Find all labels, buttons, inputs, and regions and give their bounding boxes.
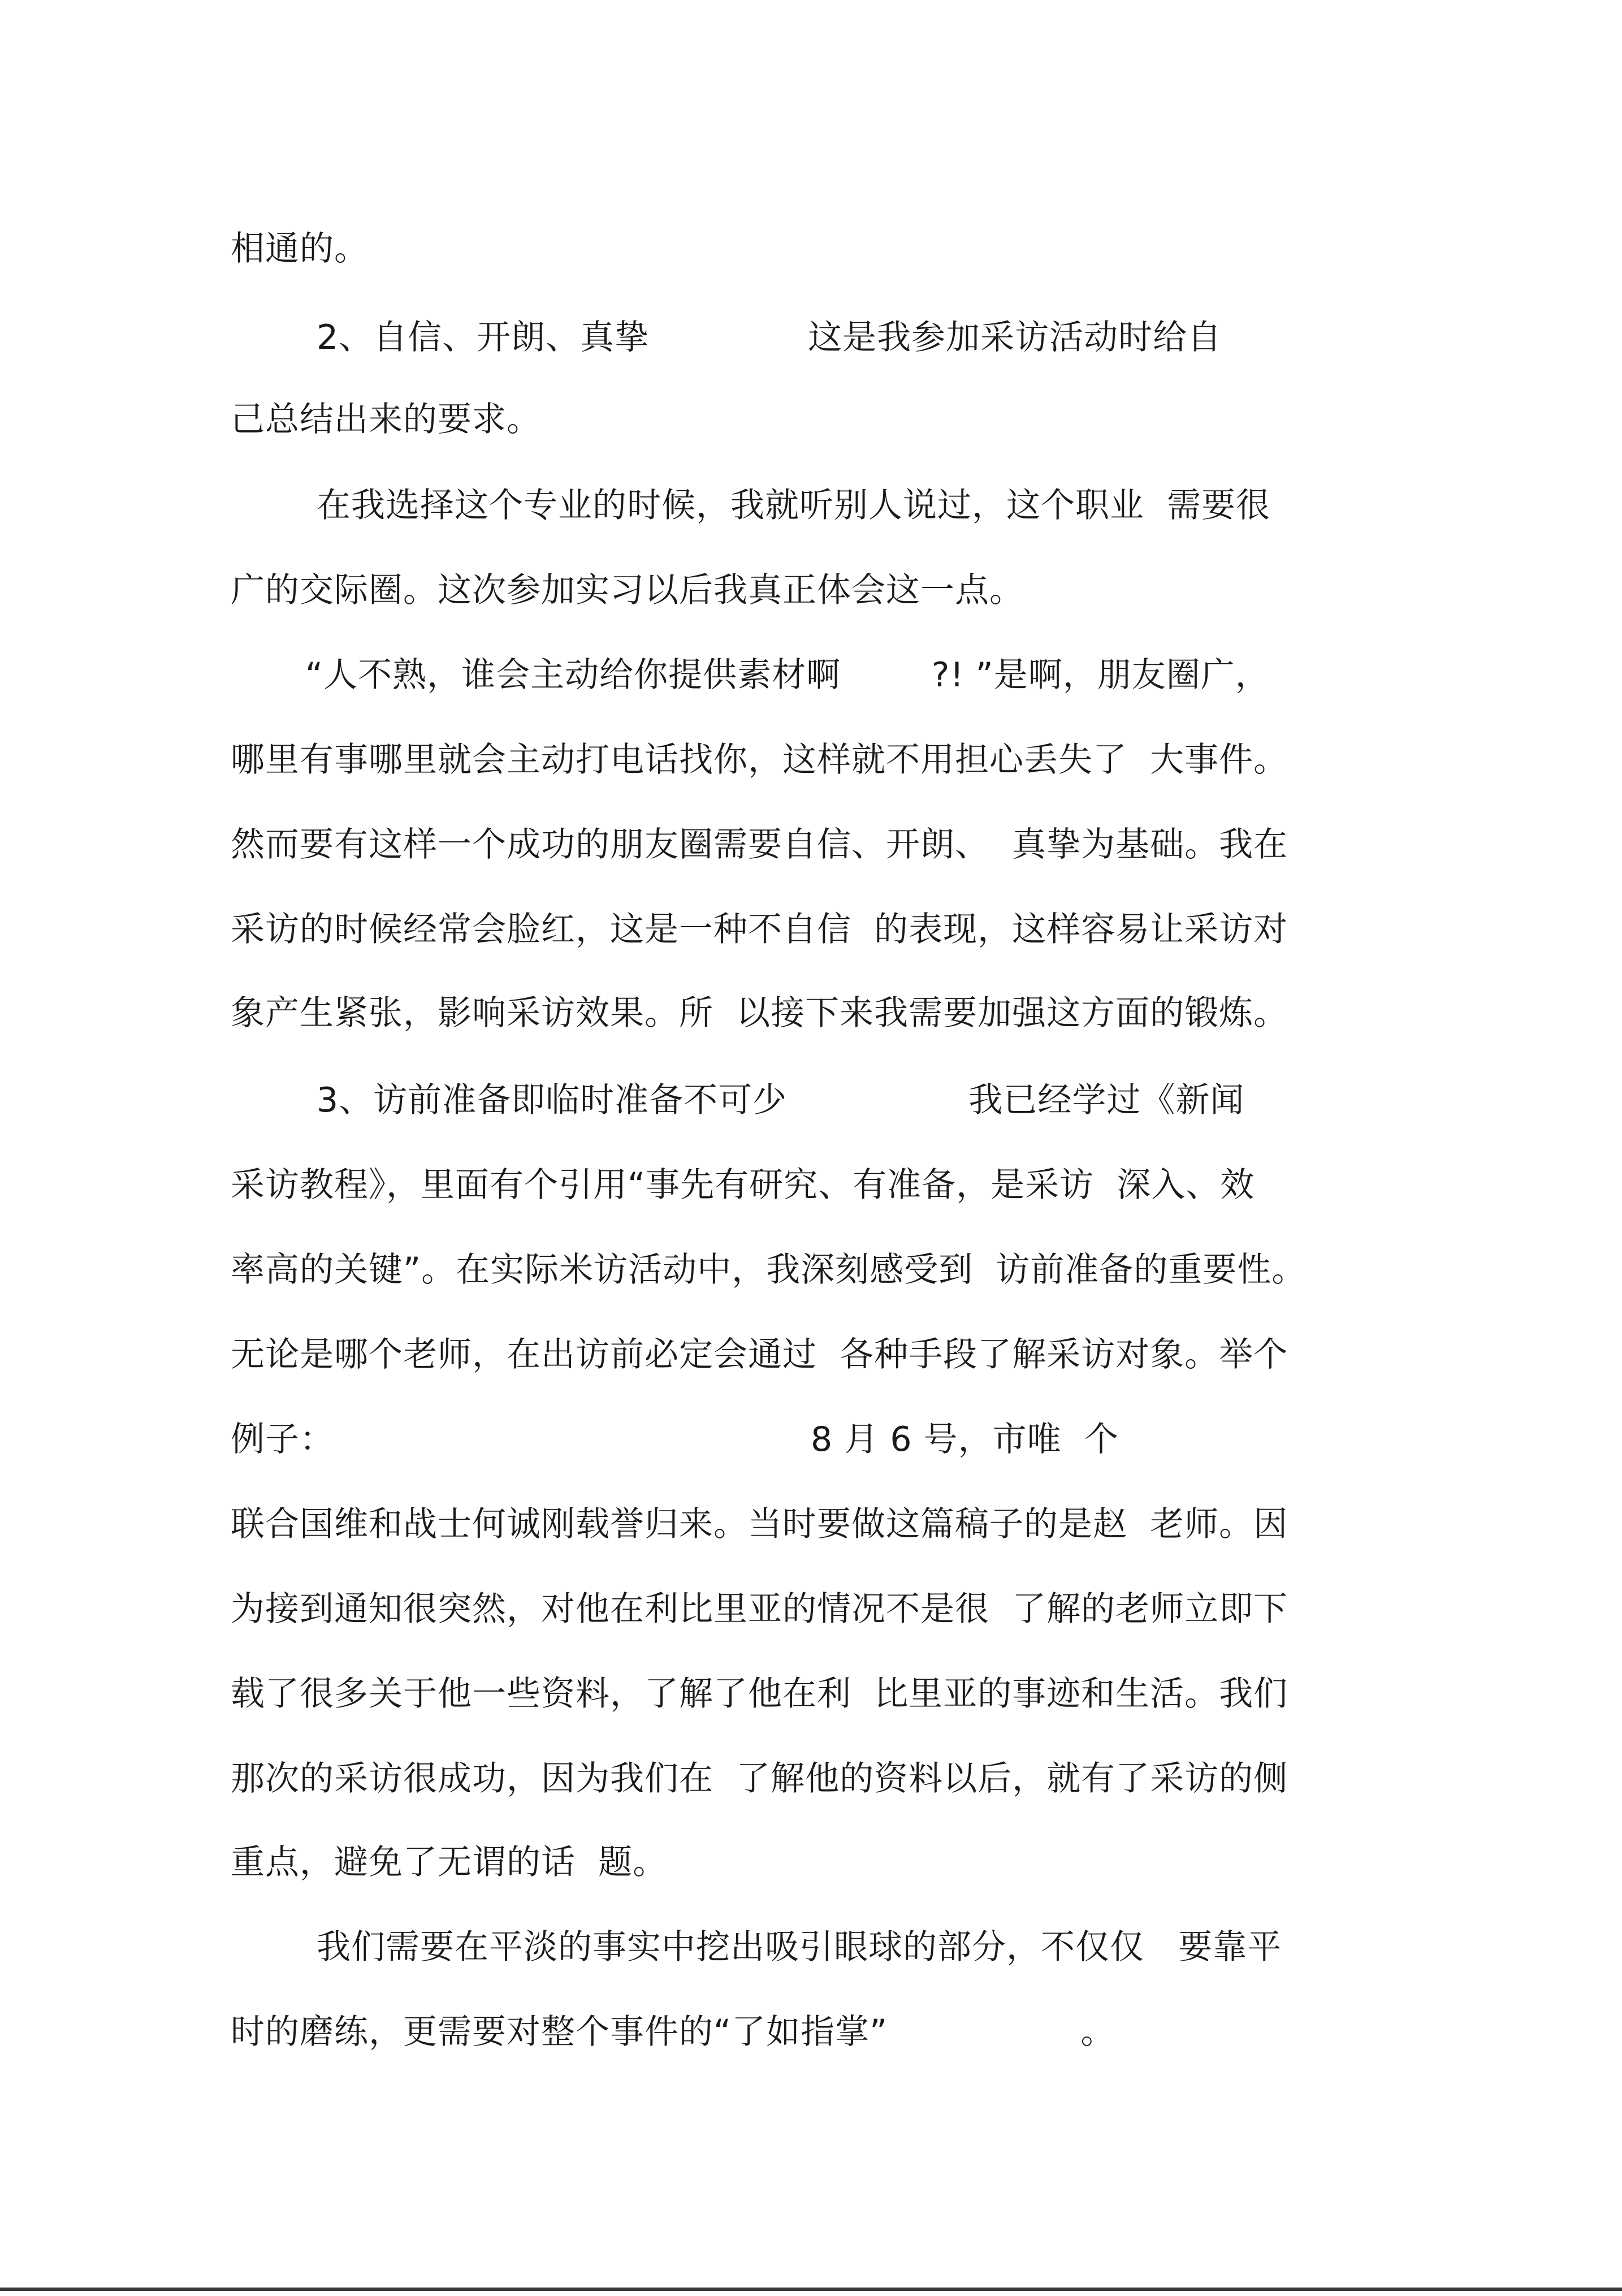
- text-line: 广的交际圈。这次参加实习以后我真正体会这一点。: [231, 570, 1024, 610]
- text-line: 联合国维和战士何诚刚载誉归来。当时要做这篇稿子的是赵 老师。因: [231, 1504, 1288, 1544]
- text-line: “人不熟，谁会主动给你提供素材啊 ?! ”是啊，朋友圈广，: [305, 655, 1270, 695]
- text-line: 我们需要在平淡的事实中挖出吸引眼球的部分，不仅仅 要靠平: [317, 1927, 1282, 1967]
- text-line: 己总结出来的要求。: [231, 400, 541, 439]
- text-line: 然而要有这样一个成功的朋友圈需要自信、开朗、 真挚为基础。我在: [231, 825, 1288, 864]
- page-bottom-rule: [0, 2288, 1622, 2291]
- text-line: 无论是哪个老师，在出访前必定会通过 各种手段了解采访对象。举个: [231, 1335, 1288, 1374]
- text-line: 率高的关键”。在实际米访活动中，我深刻感受到 访前准备的重要性。: [231, 1250, 1307, 1290]
- text-line: 例子： 8 月 6 号，市唯 个: [231, 1420, 1119, 1459]
- section-heading: 2、自信、开朗、真挚 这是我参加采访活动时给自: [317, 318, 1222, 357]
- text-line: 采访的时候经常会脸红，这是一种不自信 的表现，这样容易让采访对: [231, 910, 1288, 949]
- text-line: 载了很多关于他一些资料，了解了他在利 比里亚的事迹和生活。我们: [231, 1674, 1288, 1714]
- text-line: 哪里有事哪里就会主动打电话找你，这样就不用担心丢失了 大事件。: [231, 740, 1288, 780]
- text-line: 那次的采访很成功，因为我们在 了解他的资料以后，就有了采访的侧: [231, 1759, 1288, 1798]
- text-line: 相通的。: [231, 229, 369, 269]
- text-line: 重点，避免了无谓的话 题。: [231, 1843, 668, 1882]
- text-line: 采访教程》，里面有个引用“事先有研究、有准备，是采访 深入、效: [231, 1165, 1255, 1205]
- text-line: 在我选择这个专业的时候，我就听别人说过，这个职业 需要很: [317, 486, 1271, 525]
- text-line: 为接到通知很突然，对他在利比里亚的情况不是很 了解的老师立即下: [231, 1589, 1288, 1629]
- section-heading: 3、访前准备即临时准备不可少 我已经学过《新闻: [317, 1080, 1245, 1120]
- text-line: 时的磨练，更需要对整个事件的“了如指掌” 。: [231, 2012, 1115, 2052]
- text-line: 象产生紧张，影响采访效果。所 以接下来我需要加强这方面的锻炼。: [231, 993, 1288, 1033]
